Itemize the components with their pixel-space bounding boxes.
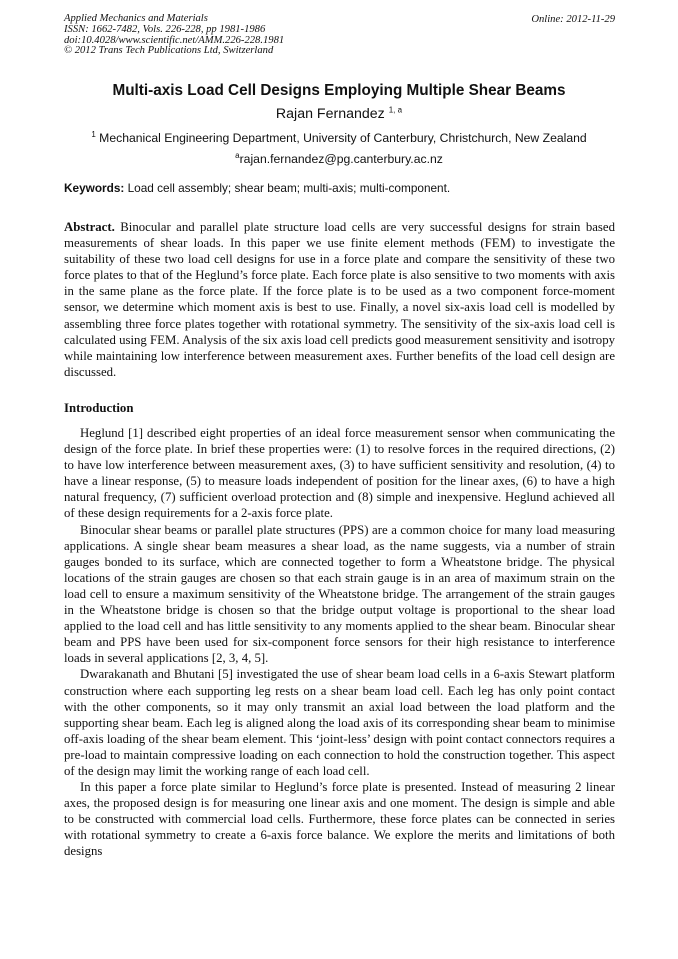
doi-line: doi:10.4028/www.scientific.net/AMM.226-228.1981 (64, 34, 285, 46)
journal-name: Applied Mechanics and Materials (64, 13, 208, 24)
author-line (0, 106, 678, 122)
email-address[interactable]: rajan.fernandez@pg.canterbury.ac.nz (239, 152, 443, 166)
keywords-label: Keywords: (64, 181, 125, 195)
copyright-line: © 2012 Trans Tech Publications Ltd, Switzerland (64, 45, 274, 57)
keywords (64, 181, 615, 195)
paper-title: Multi-axis Load Cell Designs Employing Multiple Shear Beams (112, 82, 566, 99)
affiliation-superscript: 1 (91, 129, 96, 139)
section-heading-introduction: Introduction (64, 401, 134, 415)
abstract-label: Abstract. (64, 220, 115, 234)
abstract (64, 219, 615, 380)
author-name: Rajan Fernandez (275, 106, 385, 122)
keywords-text: Load cell assembly; shear beam; multi-axis; multi-component. (127, 181, 451, 195)
paragraph: Binocular shear beams or parallel plate structures (PPS) are a common choice for many load measuring applications. A single shear beam measures a shear load, as the name suggests, via a number of strain gauges bonded to its surface, which are connected together to form a Wheatstone bridge. The physical locations of the strain gauges are chosen so that each strain gauge is in an area of maximum strain on the load cell to ensure a maximum sensitivity of the Wheatstone bridge. The arrangement of the strain gauges in the Wheatstone bridge is chosen so that the bridge output voltage is proportional to the shear load applied to the load cell and has little sensitivity to any moments applied to the shear beam. Binocular shear beam and PPS have been used for six-component force sensors for their high resistance to interference loads in several applications [2, 3, 4, 5]. (64, 522, 615, 666)
email-line (0, 152, 678, 166)
paragraph: Dwarakanath and Bhutani [5] investigated the use of shear beam load cells in a 6-axis Stewart platform construction where each supporting leg rests on a shear beam load cell. Each leg has only point contact with the other components, so it may only transmit an axial load between the load platform and the supporting shear beam. Each leg is aligned along the load axis of its corresponding shear beam to minimise off-axis loading of the shear beam element. This ‘joint-less’ design with point contact connectors requires a pre-load to maintain compressive loading on each connection to hold the construction together. This aspect of the design may limit the working range of each load cell. (64, 667, 615, 778)
introduction-body (64, 425, 615, 860)
paragraph: In this paper a force plate similar to Heglund’s force plate is presented. Instead of measuring 2 linear axes, the proposed design is for measuring one linear axis and one moment. The design is simple and able to be constructed with commercial load cells. Furthermore, these force plates can be connected in series with rotational symmetry to create a 6-axis force balance. We explore the merits and limitations of both designs (64, 780, 615, 859)
abstract-text: Binocular and parallel plate structure load cells are very successful designs for strain based measurements of shear loads. In this paper we use finite element methods (FEM) to investigate the suitability of these two load cell designs for use in a force plate and compare the sensitivity of these two force plates to that of the Heglund’s force plate. Each force plate is also sensitive to two moments with axis in the same plane as the force plate. If the force plate is to be used as a two component force-moment sensor, we determine which moment axis is best to use. Finally, a novel six-axis load cell is modelled by assembling three force plates together with rotational symmetry. The sensitivity of the six-axis load cell is calculated using FEM. Analysis of the six axis load cell predicts good measurement sensitivity and isotropy while maintaining low interference between measurement axes. Further benefits of the load cell design are discussed. (64, 220, 615, 379)
affiliation-text: Mechanical Engineering Department, University of Canterbury, Christchurch, New Zealand (99, 131, 587, 145)
affiliation-line (0, 131, 678, 145)
author-superscript: 1, a (388, 105, 403, 115)
issn-line: ISSN: 1662-7482, Vols. 226-228, pp 1981-1986 (64, 23, 266, 35)
email-superscript: a (235, 150, 240, 160)
paragraph: Heglund [1] described eight properties of an ideal force measurement sensor when communicating the design of the force plate. In brief these properties were: (1) to resolve forces in the required directions, (2) to have low interference between measurement axes, (3) to have sufficient sensitivity and resolution, (4) to have a linear response, (5) to measure loads independent of position for the linear axes, (6) to have a high natural frequency, (7) sufficient overload protection and (8) simple and inexpensive. Heglund achieved all of these design requirements for a 2-axis force plate. (64, 426, 615, 521)
online-date: Online: 2012-11-29 (531, 14, 615, 25)
